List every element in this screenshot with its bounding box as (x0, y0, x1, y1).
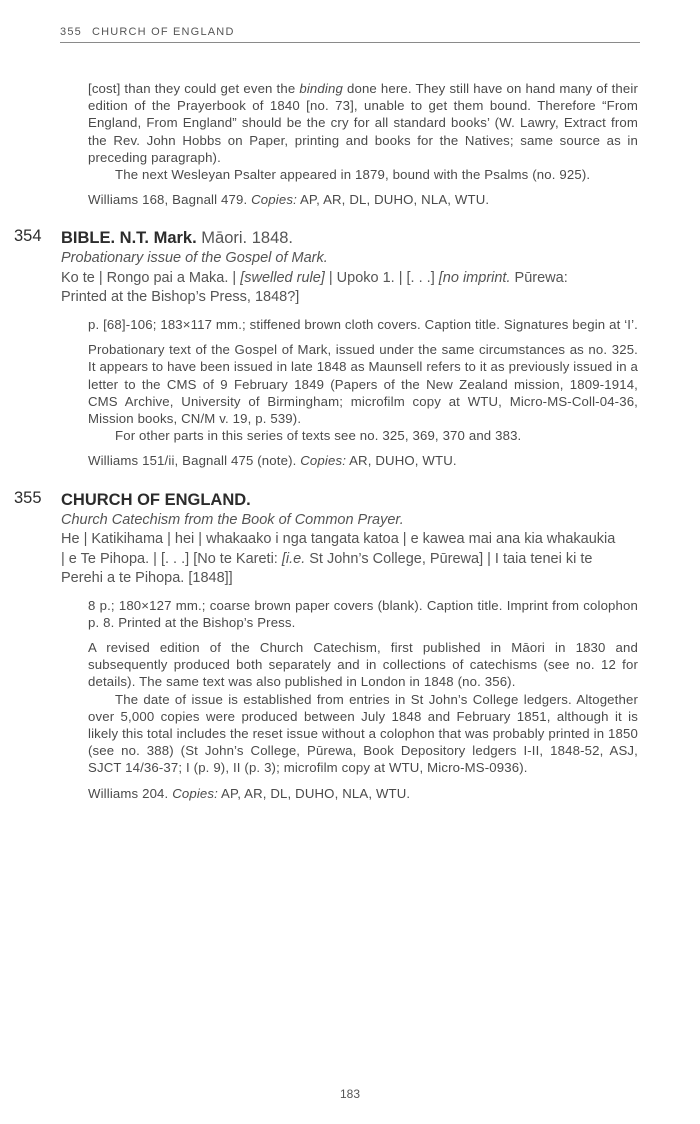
entry-title-main: BIBLE. N.T. Mark. (61, 229, 197, 248)
text-run-italic: binding (299, 81, 343, 96)
running-head (60, 26, 640, 43)
entry-note-2: For other parts in this series of texts see no. 325, 369, 370 and 383. (115, 428, 522, 444)
running-head-title: CHURCH OF ENGLAND (91, 26, 235, 38)
text-run: Williams 168, Bagnall 479. (88, 192, 252, 208)
text-run-italic: [i.e. (281, 550, 306, 567)
text-run: done here. They still have on hand many of their edition of the Prayerbook of 1840 [no. 73], unable to get them bound. Therefore “From England, From England” should be the cry for all standard books’ (W. Lawry, Extract from the Rev. John Hobbs on Paper, printing and books for the Natives; same source as in preceding paragraph). (88, 81, 638, 165)
copies-label: Copies: (300, 453, 347, 469)
entry-title-main: CHURCH OF ENGLAND. (61, 490, 251, 509)
text-run: Ko te | Rongo pai a Maka. | (61, 269, 241, 286)
page-body (0, 80, 700, 802)
text-run: Williams 151/ii, Bagnall 475 (note). (88, 453, 301, 469)
page-number-footer: 183 (339, 1087, 361, 1101)
text-run: St John’s College, Pūrewa] | I taia tenei ki te Perehi a te Pihopa. [1848]] (61, 550, 593, 587)
running-head-page-number: 355 (60, 26, 82, 38)
entry-note: A revised edition of the Church Catechism, first published in Māori in 1830 and subsequently produced both separately and in collections of catechisms (see no. 12 for details). The same text was also published in London in 1848 (no. 356). (88, 639, 638, 690)
text-run: AP, AR, DL, DUHO, NLA, WTU. (217, 785, 411, 801)
copies-label: Copies: (251, 192, 297, 208)
entry-collation: 8 p.; 180×127 mm.; coarse brown paper covers (blank). Caption title. Imprint from colophon p. 8. Printed at the Bishop’s Press. (88, 597, 638, 630)
entry-collation: p. [68]-106; 183×117 mm.; stiffened brown cloth covers. Caption title. Signatures begin at ‘I’. (88, 316, 638, 332)
text-run: [cost] than they could get even the (88, 81, 300, 96)
entry-354 (0, 227, 700, 469)
text-run: AP, AR, DL, DUHO, NLA, WTU. (296, 192, 490, 208)
continuation-paragraph-2: The next Wesleyan Psalter appeared in 1879, bound with the Psalms (no. 925). (115, 167, 591, 183)
continuation-references (88, 191, 638, 208)
entry-title-rest: Māori. 1848. (196, 229, 294, 248)
text-run: Williams 204. (88, 785, 173, 801)
text-run: He | Katikihama | hei | whakaako i nga tangata katoa | e kawea mai ana kia whakaukia | e Te Pihopa. | [. . .] [No te Kareti: (61, 531, 616, 567)
copies-label: Copies: (172, 785, 218, 801)
entry-note: Probationary text of the Gospel of Mark, issued under the same circumstances as no. 325. It appears to have been issued in late 1848 as Maunsell refers to it as previously issued in a letter to the CMS of 9 February 1849 (Papers of the New Zealand mission, 1809-1914, CMS Archive, University of Birmingham; microfilm copy at WTU, Micro-MS-Coll-04-36, Mission books, CN/M v. 19, p. 539). (88, 342, 638, 426)
entry-note-2: The date of issue is established from entries in St John’s College ledgers. Altogether over 5,000 copies were produced between July 1848 and February 1851, although it is likely this total includes the reset issue without a colophon that was probably printed in 1850 (see no. 388) (St John’s College, Pūrewa, Book Depository ledgers I-II, 1848-52, ASJ, SJCT 14/36-37; I (p. 9), II (p. 3); microfilm copy at WTU, Micro-MS-0936). (88, 691, 638, 776)
text-run-italic: [no imprint. (438, 269, 511, 286)
entry-number: 354 (14, 227, 42, 246)
text-run: | Upoko 1. | [. . .] (324, 269, 439, 286)
entry-references (88, 785, 638, 802)
entry-355 (0, 489, 700, 802)
entry-subtitle: Church Catechism from the Book of Common Prayer. (61, 511, 404, 528)
entry-imprint (61, 530, 616, 589)
continuation-paragraph (88, 80, 638, 166)
entry-number: 355 (14, 488, 42, 507)
text-run-italic: [swelled rule] (240, 269, 325, 286)
text-run: Pūrewa: Printed at the Bishop’s Press, 1848?] (61, 269, 568, 306)
entry-subtitle: Probationary issue of the Gospel of Mark. (61, 250, 328, 267)
entry-title (61, 227, 700, 249)
text-run: AR, DUHO, WTU. (346, 453, 457, 469)
entry-title (61, 489, 700, 511)
entry-references (88, 452, 638, 469)
entry-imprint (61, 269, 616, 308)
